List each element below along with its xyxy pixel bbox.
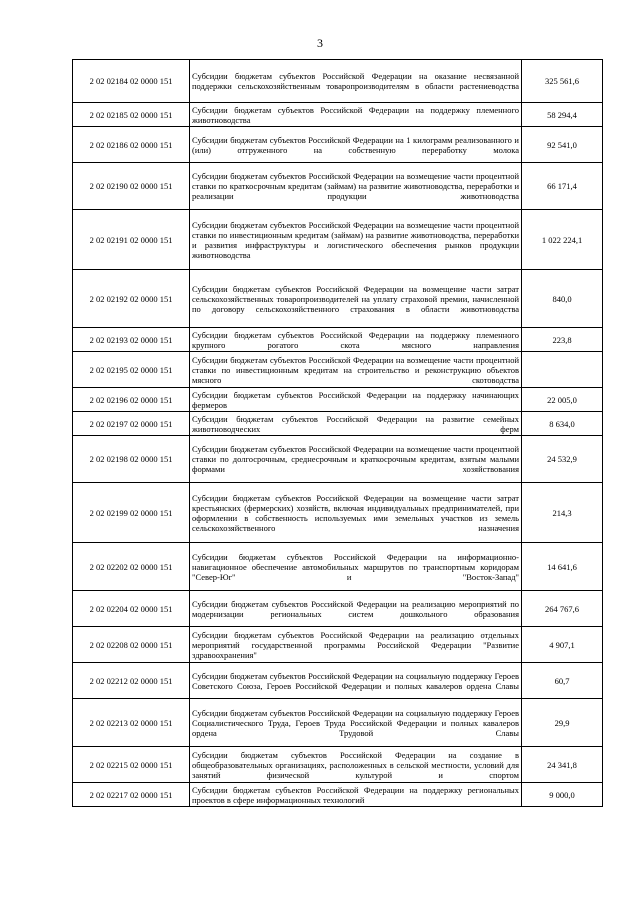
table-row [73,591,603,627]
table-row [73,352,603,388]
page-number: 3 [317,36,323,50]
amount-cell: 14 641,6 [522,543,603,591]
budget-code-cell: 2 02 02213 02 0000 151 [73,699,190,747]
description-cell: Субсидии бюджетам субъектов Российской Федерации на возмещение части процентной ставки по инвестиционным кредитам (займам) на развитие животноводства, переработки и развития инфраструктуры и логистического обеспечения рынков продукции животноводства [190,210,522,270]
budget-code-cell: 2 02 02195 02 0000 151 [73,352,190,388]
description-cell: Субсидии бюджетам субъектов Российской Федерации на реализацию мероприятий по модернизации региональных систем дошкольного образования [190,591,522,627]
subsidy-table [72,59,603,807]
amount-cell: 58 294,4 [522,103,603,127]
amount-cell: 24 341,8 [522,747,603,783]
budget-code-cell: 2 02 02190 02 0000 151 [73,163,190,210]
description-cell: Субсидии бюджетам субъектов Российской Федерации на поддержку региональных проектов в сфере информационных технологий [190,783,522,807]
table-row [73,103,603,127]
table-row [73,210,603,270]
table-row [73,747,603,783]
description-cell: Субсидии бюджетам субъектов Российской Федерации на возмещение части затрат крестьянских (фермерских) хозяйств, включая индивидуальных предпринимателей, при оформлении в собственность используемых ими земельных участков из земель сельскохозяйственного назначения [190,483,522,543]
description-cell: Субсидии бюджетам субъектов Российской Федерации на социальную поддержку Героев Советского Союза, Героев Российской Федерации и полных кавалеров ордена Славы [190,663,522,699]
amount-cell: 60,7 [522,663,603,699]
budget-code-cell: 2 02 02199 02 0000 151 [73,483,190,543]
description-cell: Субсидии бюджетам субъектов Российской Федерации на возмещение части процентной ставки по долгосрочным, среднесрочным и краткосрочным кредитам, взятым малыми формами хозяйствования [190,436,522,483]
description-cell: Субсидии бюджетам субъектов Российской Федерации на поддержку начинающих фермеров [190,388,522,412]
amount-cell: 66 171,4 [522,163,603,210]
budget-code-cell: 2 02 02217 02 0000 151 [73,783,190,807]
budget-code-cell: 2 02 02208 02 0000 151 [73,627,190,663]
table-row [73,483,603,543]
amount-cell: 4 907,1 [522,627,603,663]
budget-code-cell: 2 02 02184 02 0000 151 [73,60,190,103]
budget-code-cell: 2 02 02186 02 0000 151 [73,127,190,163]
budget-code-cell: 2 02 02196 02 0000 151 [73,388,190,412]
table-row [73,328,603,352]
description-cell: Субсидии бюджетам субъектов Российской Федерации на поддержку племенного крупного рогатого скота мясного направления [190,328,522,352]
amount-cell [522,352,603,388]
table-row [73,783,603,807]
amount-cell: 9 000,0 [522,783,603,807]
budget-code-cell: 2 02 02212 02 0000 151 [73,663,190,699]
amount-cell: 29,9 [522,699,603,747]
amount-cell: 92 541,0 [522,127,603,163]
description-cell: Субсидии бюджетам субъектов Российской Федерации на социальную поддержку Героев Социалистического Труда, Героев Труда Российской Федерации и полных кавалеров ордена Трудовой Славы [190,699,522,747]
description-cell: Субсидии бюджетам субъектов Российской Федерации на создание в общеобразовательных организациях, расположенных в сельской местности, условий для занятий физической культурой и спортом [190,747,522,783]
budget-code-cell: 2 02 02202 02 0000 151 [73,543,190,591]
description-cell: Субсидии бюджетам субъектов Российской Федерации на информационно-навигационное обеспечение автомобильных маршрутов по транспортным коридорам "Север-Юг" и "Восток-Запад" [190,543,522,591]
table-row [73,127,603,163]
description-cell: Субсидии бюджетам субъектов Российской Федерации на реализацию отдельных мероприятий государственной программы Российской Федерации "Развитие здравоохранения" [190,627,522,663]
budget-code-cell: 2 02 02185 02 0000 151 [73,103,190,127]
table-row [73,412,603,436]
amount-cell: 8 634,0 [522,412,603,436]
amount-cell: 264 767,6 [522,591,603,627]
budget-code-cell: 2 02 02192 02 0000 151 [73,270,190,328]
amount-cell: 1 022 224,1 [522,210,603,270]
table-row [73,270,603,328]
table-row [73,699,603,747]
table-row [73,436,603,483]
table-row [73,163,603,210]
budget-code-cell: 2 02 02198 02 0000 151 [73,436,190,483]
amount-cell: 22 005,0 [522,388,603,412]
table-row [73,60,603,103]
budget-code-cell: 2 02 02197 02 0000 151 [73,412,190,436]
table-row [73,627,603,663]
amount-cell: 223,8 [522,328,603,352]
budget-code-cell: 2 02 02204 02 0000 151 [73,591,190,627]
budget-code-cell: 2 02 02193 02 0000 151 [73,328,190,352]
budget-code-cell: 2 02 02191 02 0000 151 [73,210,190,270]
amount-cell: 24 532,9 [522,436,603,483]
amount-cell: 325 561,6 [522,60,603,103]
description-cell: Субсидии бюджетам субъектов Российской Федерации на возмещение части процентной ставки по инвестиционным кредитам на строительство и реконструкцию объектов мясного скотоводства [190,352,522,388]
description-cell: Субсидии бюджетам субъектов Российской Федерации на 1 килограмм реализованного и (или) отгруженного на собственную переработку молока [190,127,522,163]
description-cell: Субсидии бюджетам субъектов Российской Федерации на оказание несвязанной поддержки сельскохозяйственным товаропроизводителям в области растениеводства [190,60,522,103]
description-cell: Субсидии бюджетам субъектов Российской Федерации на возмещение части процентной ставки по краткосрочным кредитам (займам) на развитие животноводства, переработки и реализации продукции животноводства [190,163,522,210]
table-row [73,388,603,412]
table-row [73,543,603,591]
description-cell: Субсидии бюджетам субъектов Российской Федерации на возмещение части затрат сельскохозяйственных товаропроизводителей на уплату страховой премии, начисленной по договору сельскохозяйственного страхования в области животноводства [190,270,522,328]
budget-code-cell: 2 02 02215 02 0000 151 [73,747,190,783]
amount-cell: 214,3 [522,483,603,543]
description-cell: Субсидии бюджетам субъектов Российской Федерации на развитие семейных животноводческих ферм [190,412,522,436]
description-cell: Субсидии бюджетам субъектов Российской Федерации на поддержку племенного животноводства [190,103,522,127]
table-row [73,663,603,699]
amount-cell: 840,0 [522,270,603,328]
